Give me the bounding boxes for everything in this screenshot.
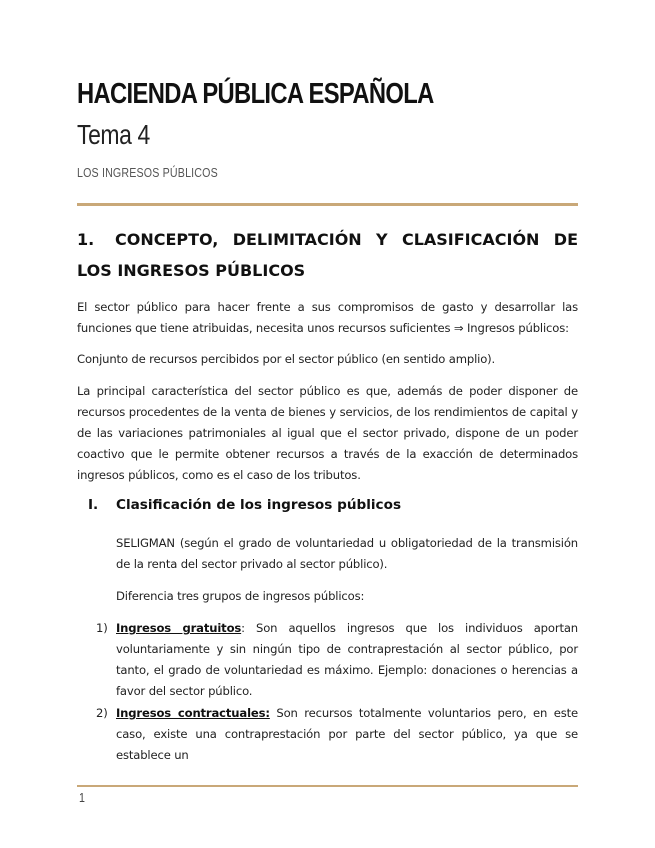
subsection-paragraph-2: Diferencia tres grupos de ingresos públicos:	[116, 589, 365, 603]
list-marker: 1)	[96, 621, 108, 635]
document-title: HACIENDA PÚBLICA ESPAÑOLA	[77, 78, 434, 110]
section-number: 1.	[77, 230, 95, 249]
section-heading	[77, 224, 578, 286]
paragraph-1: El sector público para hacer frente a sus compromisos de gasto y desarrollar las funciones que tiene atribuidas, necesita unos recursos suficientes ⇒ Ingresos públicos:	[77, 300, 578, 335]
paragraph-3: La principal característica del sector público es que, además de poder disponer de recursos procedentes de la venta de bienes y servicios, de los rendimientos de capital y de las variaciones patrimoniales al igual que el sector privado, dispone de un poder coactivo que le permite obtener recursos a través de la exacción de determinados ingresos públicos, como es el caso de los tributos.	[77, 384, 578, 482]
subsection-paragraph-1: SELIGMAN (según el grado de voluntariedad u obligatoriedad de la transmisión de la renta del sector privado al sector público).	[116, 536, 578, 571]
document-subtitle: Tema 4	[77, 119, 150, 150]
subsection-heading-text: Clasificación de los ingresos públicos	[116, 497, 402, 513]
subsection-number: I.	[88, 497, 99, 513]
footer-divider	[77, 785, 578, 787]
list-item-text: Son recursos totalmente voluntarios pero, en este caso, existe una contraprestación por parte del sector público, ya que se establece un	[116, 706, 578, 762]
list-marker: 2)	[96, 706, 108, 720]
subsection-heading	[88, 497, 401, 513]
list-item-term: Ingresos contractuales:	[116, 706, 270, 720]
header-divider	[77, 203, 578, 206]
list-item-separator: :	[241, 621, 245, 635]
document-kicker: LOS INGRESOS PÚBLICOS	[77, 165, 218, 180]
list-item-body	[116, 618, 578, 702]
list-item-text: Son aquellos ingresos que los individuos aportan voluntariamente y sin ningún tipo de contraprestación al sector público, por tanto, el grado de voluntariedad es máximo. Ejemplo: donaciones o herencias a favor del sector público.	[116, 621, 578, 698]
list-item	[96, 703, 578, 766]
list-item-body	[116, 703, 578, 766]
page-number: 1	[79, 790, 85, 805]
list-item-term: Ingresos gratuitos	[116, 621, 242, 635]
list-item	[96, 618, 578, 702]
section-heading-text: CONCEPTO, DELIMITACIÓN Y CLASIFICACIÓN DE LOS INGRESOS PÚBLICOS	[77, 230, 578, 280]
paragraph-2: Conjunto de recursos percibidos por el sector público (en sentido amplio).	[77, 352, 496, 366]
